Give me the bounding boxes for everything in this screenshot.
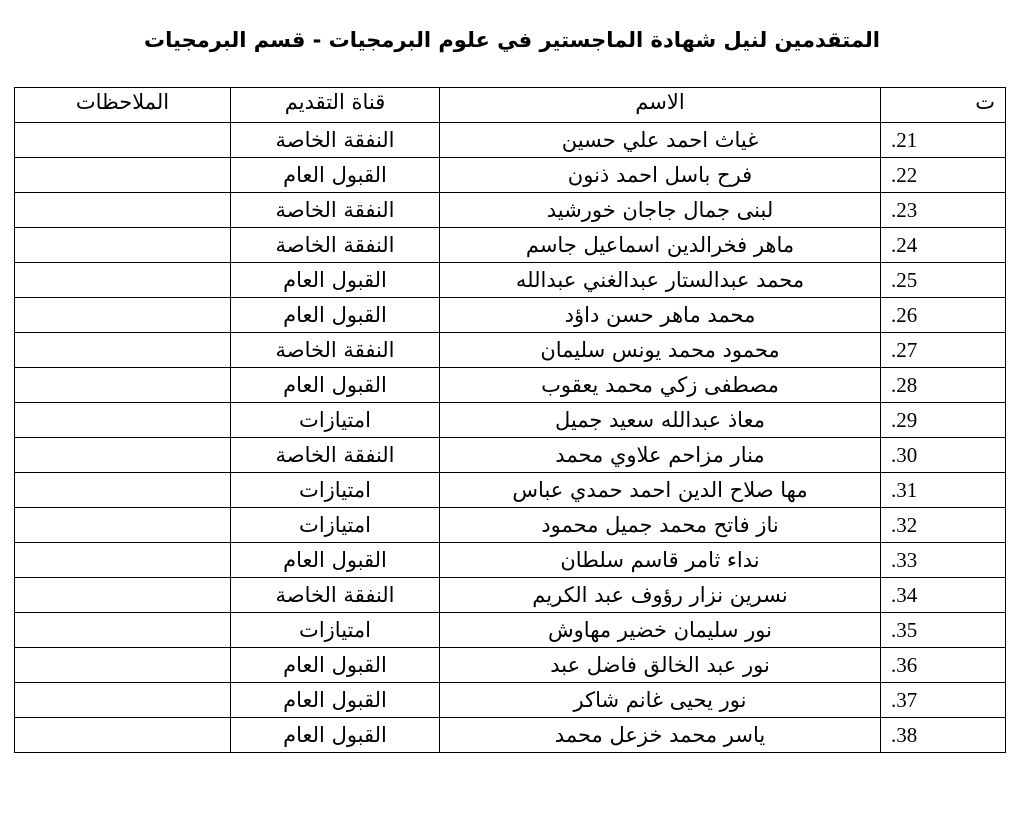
row-channel: القبول العام (231, 158, 440, 193)
table-row (15, 263, 1006, 298)
row-number: 29. (881, 403, 1006, 438)
row-number: 25. (881, 263, 1006, 298)
table-row (15, 403, 1006, 438)
table-header-row (15, 88, 1006, 123)
row-number: 32. (881, 508, 1006, 543)
table-row (15, 543, 1006, 578)
row-number: 35. (881, 613, 1006, 648)
row-number: 30. (881, 438, 1006, 473)
applicants-table (14, 87, 1006, 753)
header-channel: قناة التقديم (231, 88, 440, 123)
row-number: 26. (881, 298, 1006, 333)
row-channel: النفقة الخاصة (231, 333, 440, 368)
row-channel: القبول العام (231, 543, 440, 578)
table-row (15, 333, 1006, 368)
row-notes (15, 263, 231, 298)
header-name: الاسم (440, 88, 881, 123)
row-number: 27. (881, 333, 1006, 368)
row-channel: النفقة الخاصة (231, 438, 440, 473)
row-channel: القبول العام (231, 263, 440, 298)
row-channel: القبول العام (231, 298, 440, 333)
table-row (15, 368, 1006, 403)
row-notes (15, 193, 231, 228)
row-number: 38. (881, 718, 1006, 753)
row-notes (15, 298, 231, 333)
table-row (15, 123, 1006, 158)
row-channel: النفقة الخاصة (231, 228, 440, 263)
row-name: نور عبد الخالق فاضل عبد (440, 648, 881, 683)
row-notes (15, 158, 231, 193)
row-number: 23. (881, 193, 1006, 228)
table-row (15, 508, 1006, 543)
row-name: مصطفى زكي محمد يعقوب (440, 368, 881, 403)
row-channel: امتيازات (231, 403, 440, 438)
table-row (15, 578, 1006, 613)
row-notes (15, 508, 231, 543)
row-notes (15, 543, 231, 578)
row-notes (15, 333, 231, 368)
row-number: 21. (881, 123, 1006, 158)
row-number: 31. (881, 473, 1006, 508)
row-number: 22. (881, 158, 1006, 193)
page-title: المتقدمين لنيل شهادة الماجستير في علوم البرمجيات - قسم البرمجيات (144, 28, 880, 52)
table-row (15, 613, 1006, 648)
row-notes (15, 368, 231, 403)
table-row (15, 158, 1006, 193)
row-name: ماهر فخرالدين اسماعيل جاسم (440, 228, 881, 263)
row-channel: القبول العام (231, 368, 440, 403)
row-name: لبنى جمال جاجان خورشيد (440, 193, 881, 228)
row-name: نسرين نزار رؤوف عبد الكريم (440, 578, 881, 613)
row-name: نور يحيى غانم شاكر (440, 683, 881, 718)
row-notes (15, 648, 231, 683)
row-notes (15, 228, 231, 263)
row-notes (15, 123, 231, 158)
table-row (15, 298, 1006, 333)
table-row (15, 683, 1006, 718)
row-channel: القبول العام (231, 718, 440, 753)
row-notes (15, 578, 231, 613)
row-name: محمد عبدالستار عبدالغني عبدالله (440, 263, 881, 298)
table-row (15, 193, 1006, 228)
table-row (15, 648, 1006, 683)
row-channel: امتيازات (231, 613, 440, 648)
row-number: 28. (881, 368, 1006, 403)
row-notes (15, 718, 231, 753)
row-name: ياسر محمد خزعل محمد (440, 718, 881, 753)
table-row (15, 438, 1006, 473)
row-name: محمد ماهر حسن داؤد (440, 298, 881, 333)
row-name: محمود محمد يونس سليمان (440, 333, 881, 368)
row-notes (15, 683, 231, 718)
row-name: غياث احمد علي حسين (440, 123, 881, 158)
row-channel: النفقة الخاصة (231, 578, 440, 613)
row-channel: القبول العام (231, 648, 440, 683)
row-notes (15, 473, 231, 508)
row-notes (15, 438, 231, 473)
row-name: نداء ثامر قاسم سلطان (440, 543, 881, 578)
table-row (15, 718, 1006, 753)
row-channel: النفقة الخاصة (231, 123, 440, 158)
row-name: نور سليمان خضير مهاوش (440, 613, 881, 648)
row-channel: النفقة الخاصة (231, 193, 440, 228)
table-row (15, 228, 1006, 263)
row-number: 34. (881, 578, 1006, 613)
row-number: 33. (881, 543, 1006, 578)
row-number: 37. (881, 683, 1006, 718)
row-notes (15, 613, 231, 648)
row-notes (15, 403, 231, 438)
table-body (15, 123, 1006, 753)
header-number: ت (881, 88, 1006, 123)
row-channel: امتيازات (231, 473, 440, 508)
row-channel: امتيازات (231, 508, 440, 543)
row-channel: القبول العام (231, 683, 440, 718)
row-number: 36. (881, 648, 1006, 683)
row-name: ناز فاتح محمد جميل محمود (440, 508, 881, 543)
row-name: فرح باسل احمد ذنون (440, 158, 881, 193)
table-row (15, 473, 1006, 508)
row-name: معاذ عبدالله سعيد جميل (440, 403, 881, 438)
row-name: منار مزاحم علاوي محمد (440, 438, 881, 473)
row-number: 24. (881, 228, 1006, 263)
row-name: مها صلاح الدين احمد حمدي عباس (440, 473, 881, 508)
header-notes: الملاحظات (15, 88, 231, 123)
